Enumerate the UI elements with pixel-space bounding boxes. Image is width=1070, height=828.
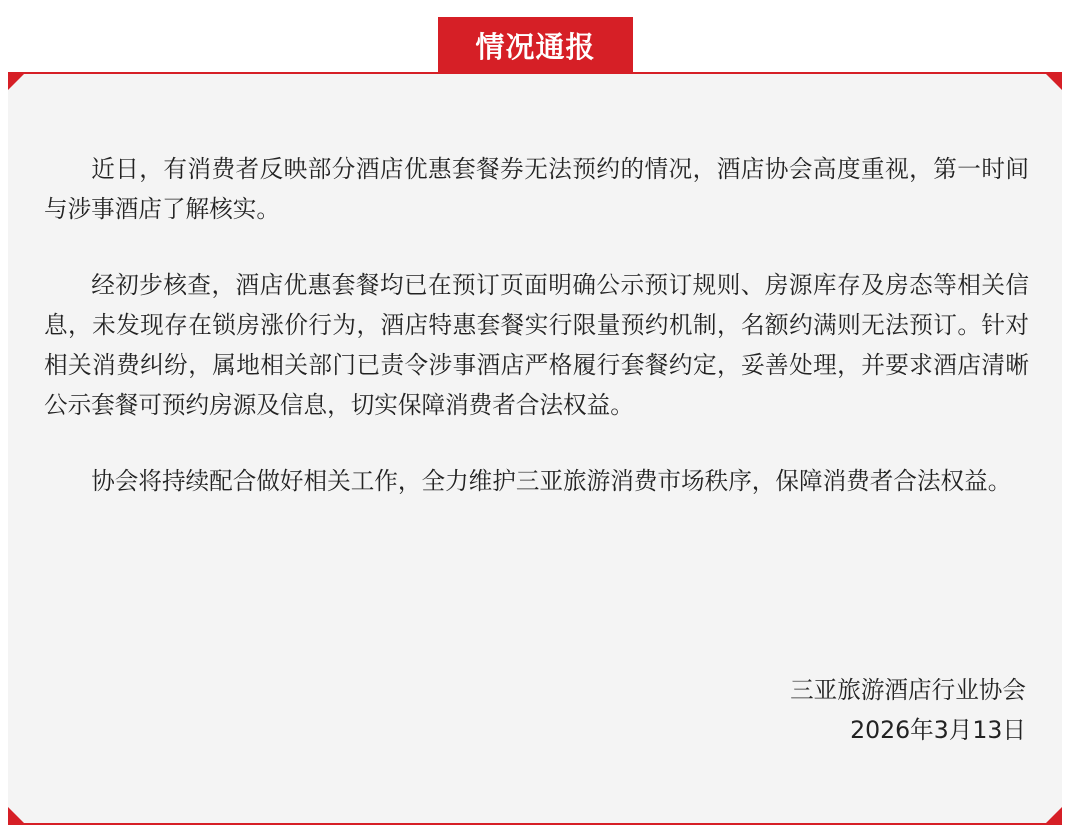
corner-decoration-top-left — [8, 74, 24, 90]
corner-decoration-bottom-right — [1046, 807, 1062, 823]
issue-date: 2026年3月13日 — [850, 716, 1026, 744]
notice-paragraph-2: 经初步核查，酒店优惠套餐均已在预订页面明确公示预订规则、房源库存及房态等相关信息，未发现存在锁房涨价行为，酒店特惠套餐实行限量预约机制，名额约满则无法预订。针对相关消费纠纷，属地相关部门已责令涉事酒店严格履行套餐约定，妥善处理，并要求酒店清晰公示套餐可预约房源及信息，切实保障消费者合法权益。 — [44, 271, 1029, 419]
notice-paragraph-1: 近日，有消费者反映部分酒店优惠套餐券无法预约的情况，酒店协会高度重视，第一时间与涉事酒店了解核实。 — [44, 155, 1029, 223]
issuer-name: 三亚旅游酒店行业协会 — [790, 676, 1026, 704]
corner-decoration-top-right — [1046, 74, 1062, 90]
notice-paragraph-3: 协会将持续配合做好相关工作，全力维护三亚旅游消费市场秩序，保障消费者合法权益。 — [91, 467, 1012, 495]
notice-title-banner — [438, 17, 633, 74]
notice-body — [44, 149, 1029, 537]
notice-title: 情况通报 — [475, 30, 596, 64]
notice-signature — [790, 670, 1026, 750]
corner-decoration-bottom-left — [8, 807, 24, 823]
